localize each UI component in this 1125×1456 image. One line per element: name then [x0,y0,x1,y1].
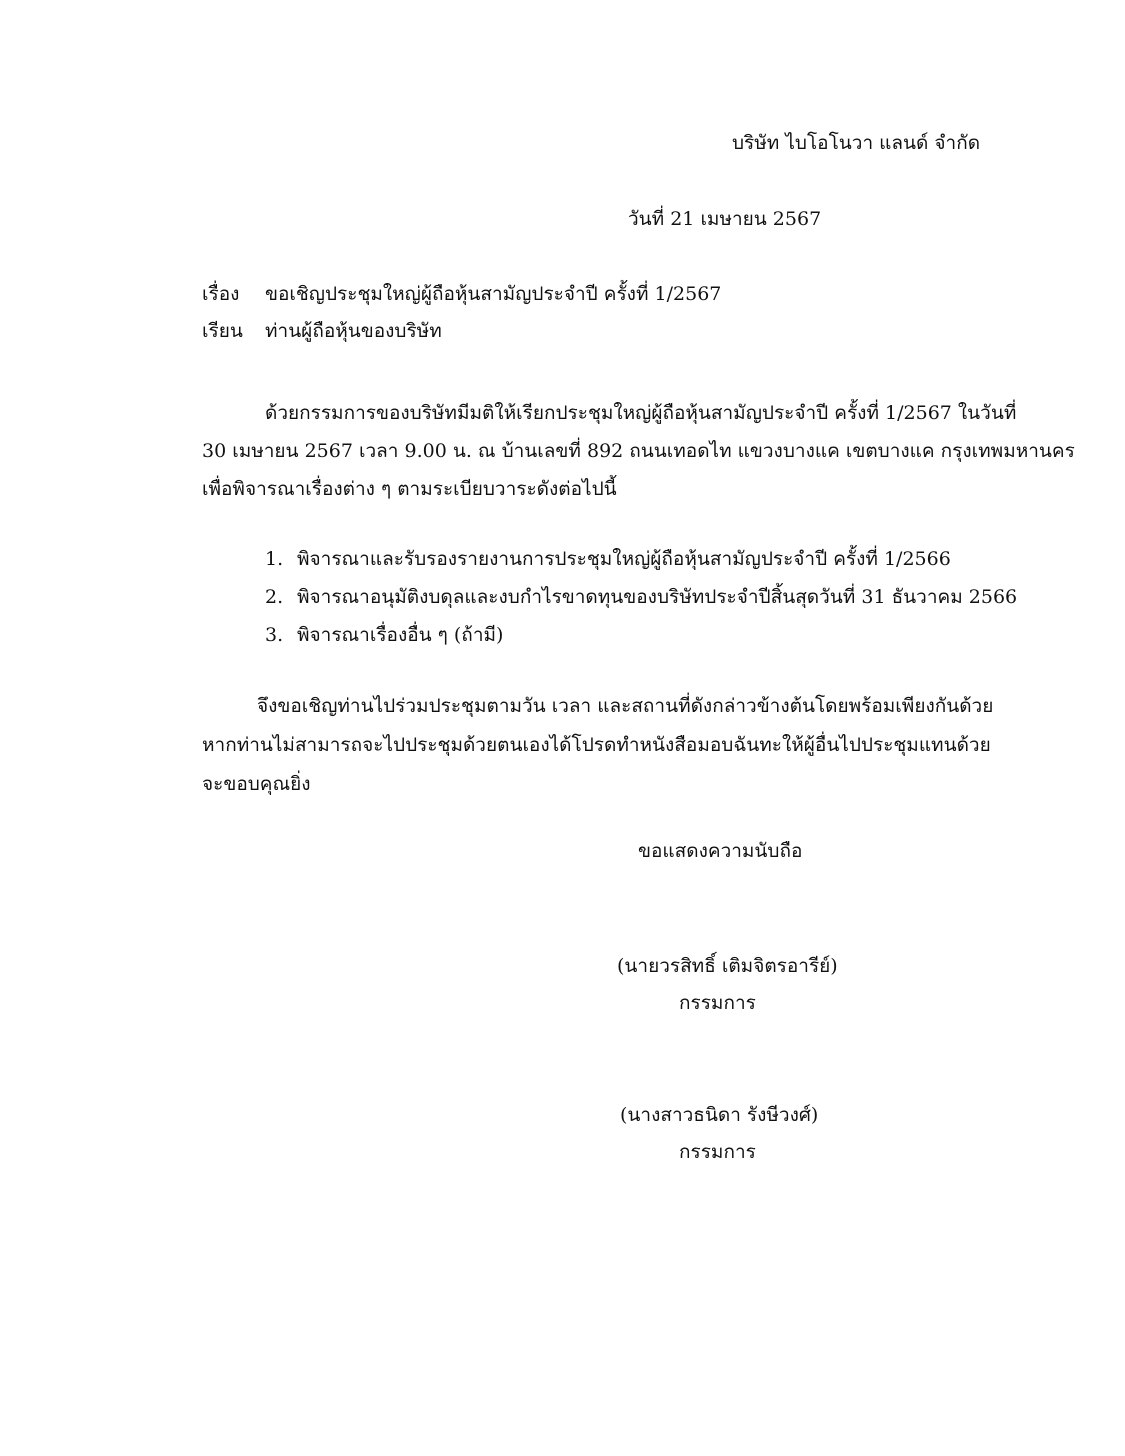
agenda-number: 3. [265,624,284,646]
subject-label: เรื่อง [202,283,240,305]
agenda-item [265,578,1017,616]
paragraph-line: หากท่านไม่สามารถจะไปประชุมด้วยตนเองได้โปรดทำหนังสือมอบฉันทะให้ผู้อื่นไปประชุมแทนด้วย [202,734,991,756]
invitation-paragraph [202,394,1075,508]
closing-phrase: ขอแสดงความนับถือ [638,840,803,862]
company-name: บริษัท ไบโอโนวา แลนด์ จำกัด [732,132,981,154]
recipient-text: ท่านผู้ถือหุ้นของบริษัท [265,320,442,342]
paragraph-line: จะขอบคุณยิ่ง [202,773,311,795]
paragraph-line: 30 เมษายน 2567 เวลา 9.00 น. ณ บ้านเลขที่ 892 ถนนเทอดไท แขวงบางแค เขตบางแค กรุงเทพมหานคร [202,440,1075,462]
request-paragraph [202,687,994,804]
paragraph-line: ด้วยกรรมการของบริษัทมีมติให้เรียกประชุมใหญ่ผู้ถือหุ้นสามัญประจำปี ครั้งที่ 1/2567 ในวันที่ [265,402,1017,424]
signatory-name: (นางสาวธนิดา รังษีวงศ์) [620,1104,819,1126]
agenda-item [265,540,1017,578]
signatory-title: กรรมการ [679,1141,756,1163]
recipient-label: เรียน [202,320,243,342]
paragraph-line: เพื่อพิจารณาเรื่องต่าง ๆ ตามระเบียบวาระดังต่อไปนี้ [202,478,617,500]
agenda-number: 1. [265,548,284,570]
agenda-list [265,540,1017,654]
agenda-text: พิจารณาเรื่องอื่น ๆ (ถ้ามี) [297,624,504,646]
agenda-number: 2. [265,586,284,608]
agenda-text: พิจารณาและรับรองรายงานการประชุมใหญ่ผู้ถือหุ้นสามัญประจำปี ครั้งที่ 1/2566 [297,548,951,570]
signatory-title: กรรมการ [679,992,756,1014]
agenda-item [265,616,1017,654]
signatory-name: (นายวรสิทธิ์ เติมจิตรอารีย์) [617,955,838,977]
subject-text: ขอเชิญประชุมใหญ่ผู้ถือหุ้นสามัญประจำปี ครั้งที่ 1/2567 [265,283,722,305]
paragraph-line: จึงขอเชิญท่านไปร่วมประชุมตามวัน เวลา และสถานที่ดังกล่าวข้างต้นโดยพร้อมเพียงกันด้วย [257,695,994,717]
letter-date: วันที่ 21 เมษายน 2567 [628,208,822,230]
agenda-text: พิจารณาอนุมัติงบดุลและงบกำไรขาดทุนของบริษัทประจำปีสิ้นสุดวันที่ 31 ธันวาคม 2566 [297,586,1018,608]
